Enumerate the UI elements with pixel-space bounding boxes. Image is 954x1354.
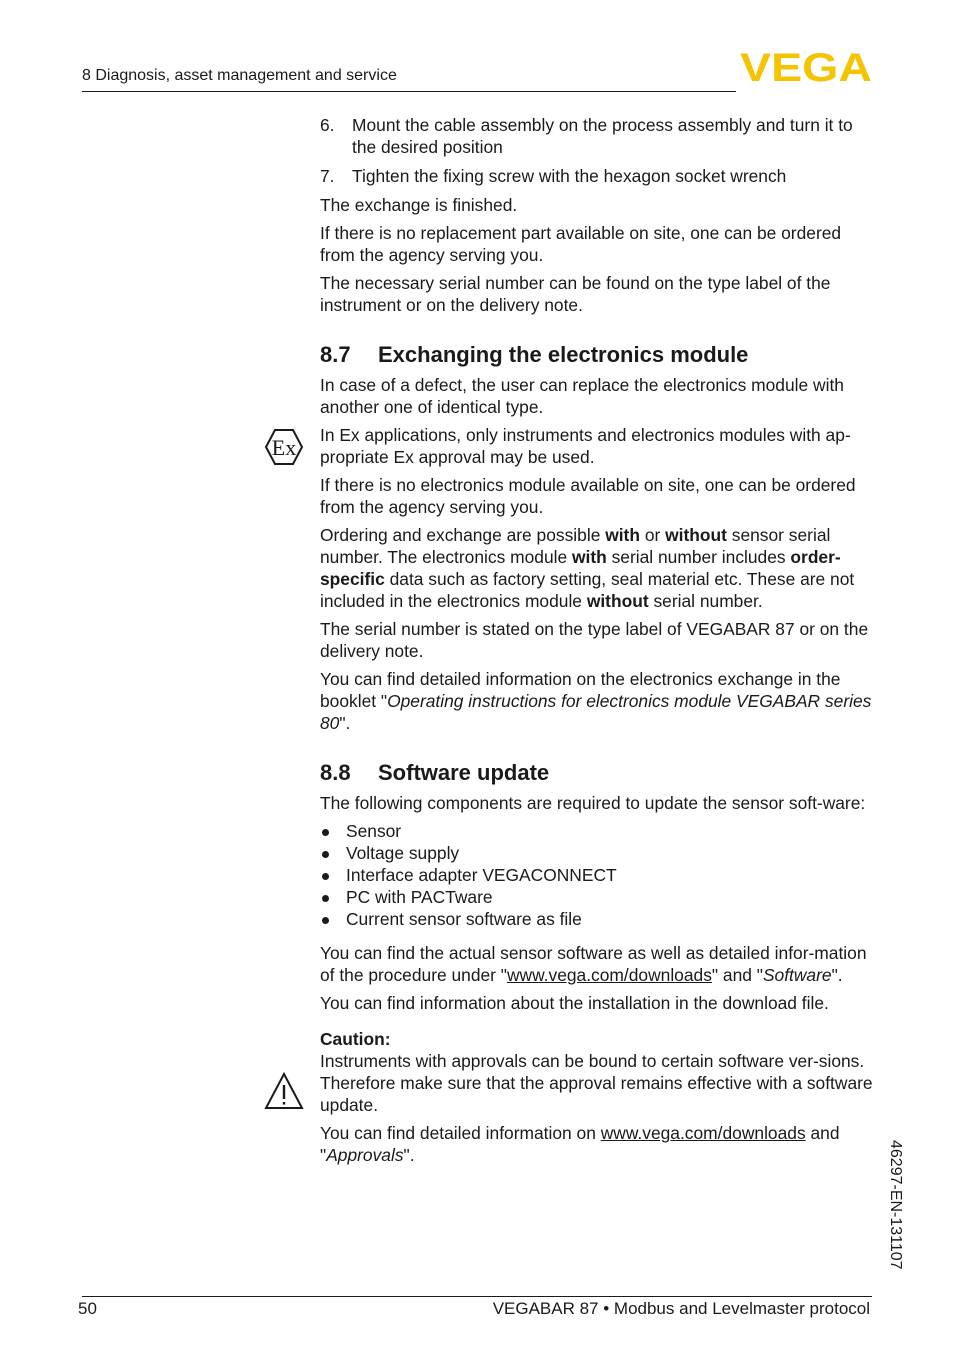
section-number: 8.7 (320, 342, 351, 367)
paragraph: If there is no electronics module available on site, one can be ordered from the agency serving you. (320, 475, 856, 517)
paragraph: The serial number is stated on the type label of VEGABAR 87 or on the delivery note. (320, 619, 869, 661)
caution-block (320, 1028, 876, 1116)
svg-text:Ex: Ex (271, 435, 297, 460)
step-number: 6. (320, 115, 335, 135)
downloads-link[interactable]: www.vega.com/downloads (600, 1123, 806, 1143)
paragraph: The exchange is finished. (320, 195, 518, 215)
caution-text: Instruments with approvals can be bound to certain software ver-sions. Therefore make sure that the approval remains effective with a software update. (320, 1051, 873, 1115)
vega-logo (740, 50, 874, 84)
downloads-paragraph: You can find the actual sensor software as well as detailed infor-mation of the procedure under "www.vega.com/downloads" and "Software". (320, 943, 867, 985)
page-number: 50 (78, 1299, 97, 1318)
section-heading-8-8 (320, 760, 876, 786)
svg-text:VEGA: VEGA (740, 50, 872, 84)
paragraph: If there is no replacement part available on site, one can be ordered from the agency serving you. (320, 223, 842, 265)
paragraph: You can find information about the installation in the download file. (320, 993, 829, 1013)
step-text: Mount the cable assembly on the process assembly and turn it to the desired position (352, 115, 853, 157)
warning-triangle-icon (264, 1072, 304, 1110)
step-item (320, 165, 876, 187)
list-item: Current sensor software as file (320, 908, 876, 930)
list-item: Voltage supply (320, 842, 876, 864)
step-text: Tighten the fixing screw with the hexagon socket wrench (352, 166, 787, 186)
component-list (320, 820, 876, 930)
paragraph: The necessary serial number can be found on the type label of the instrument or on the delivery note. (320, 273, 831, 315)
step-item (320, 114, 876, 158)
ordering-paragraph: Ordering and exchange are possible with or without sensor serial number. The electronics module with serial number includes order-specific data such as factory setting, seal material etc. These are not included in the electronics module without serial number. (320, 525, 855, 611)
caution-label: Caution: (320, 1029, 391, 1049)
list-item: PC with PACTware (320, 886, 876, 908)
section-number: 8.8 (320, 760, 351, 785)
paragraph: The following components are required to update the sensor soft-ware: (320, 793, 866, 813)
paragraph: In case of a defect, the user can replace the electronics module with another one of identical type. (320, 375, 844, 417)
ex-hexagon-icon (264, 428, 304, 466)
ex-note: In Ex applications, only instruments and electronics modules with ap-propriate Ex approval may be used. (320, 425, 851, 467)
main-content (320, 114, 876, 1172)
footer-title: VEGABAR 87 • Modbus and Levelmaster protocol (492, 1299, 870, 1318)
running-header: 8 Diagnosis, asset management and service (82, 67, 397, 84)
list-item: Sensor (320, 820, 876, 842)
booklet-paragraph: You can find detailed information on the electronics exchange in the booklet "Operating instructions for electronics module VEGABAR series 80". (320, 669, 872, 733)
section-title: Software update (378, 760, 550, 785)
footer-rule (82, 1296, 872, 1297)
header-rule (82, 91, 736, 92)
list-item: Interface adapter VEGACONNECT (320, 864, 876, 886)
section-title: Exchanging the electronics module (378, 342, 749, 367)
document-code: 46297-EN-131107 (887, 1140, 904, 1270)
approvals-paragraph: You can find detailed information on www.vega.com/downloads and "Approvals". (320, 1123, 840, 1165)
section-heading-8-7 (320, 342, 876, 368)
step-number: 7. (320, 166, 335, 186)
downloads-link[interactable]: www.vega.com/downloads (506, 965, 712, 985)
